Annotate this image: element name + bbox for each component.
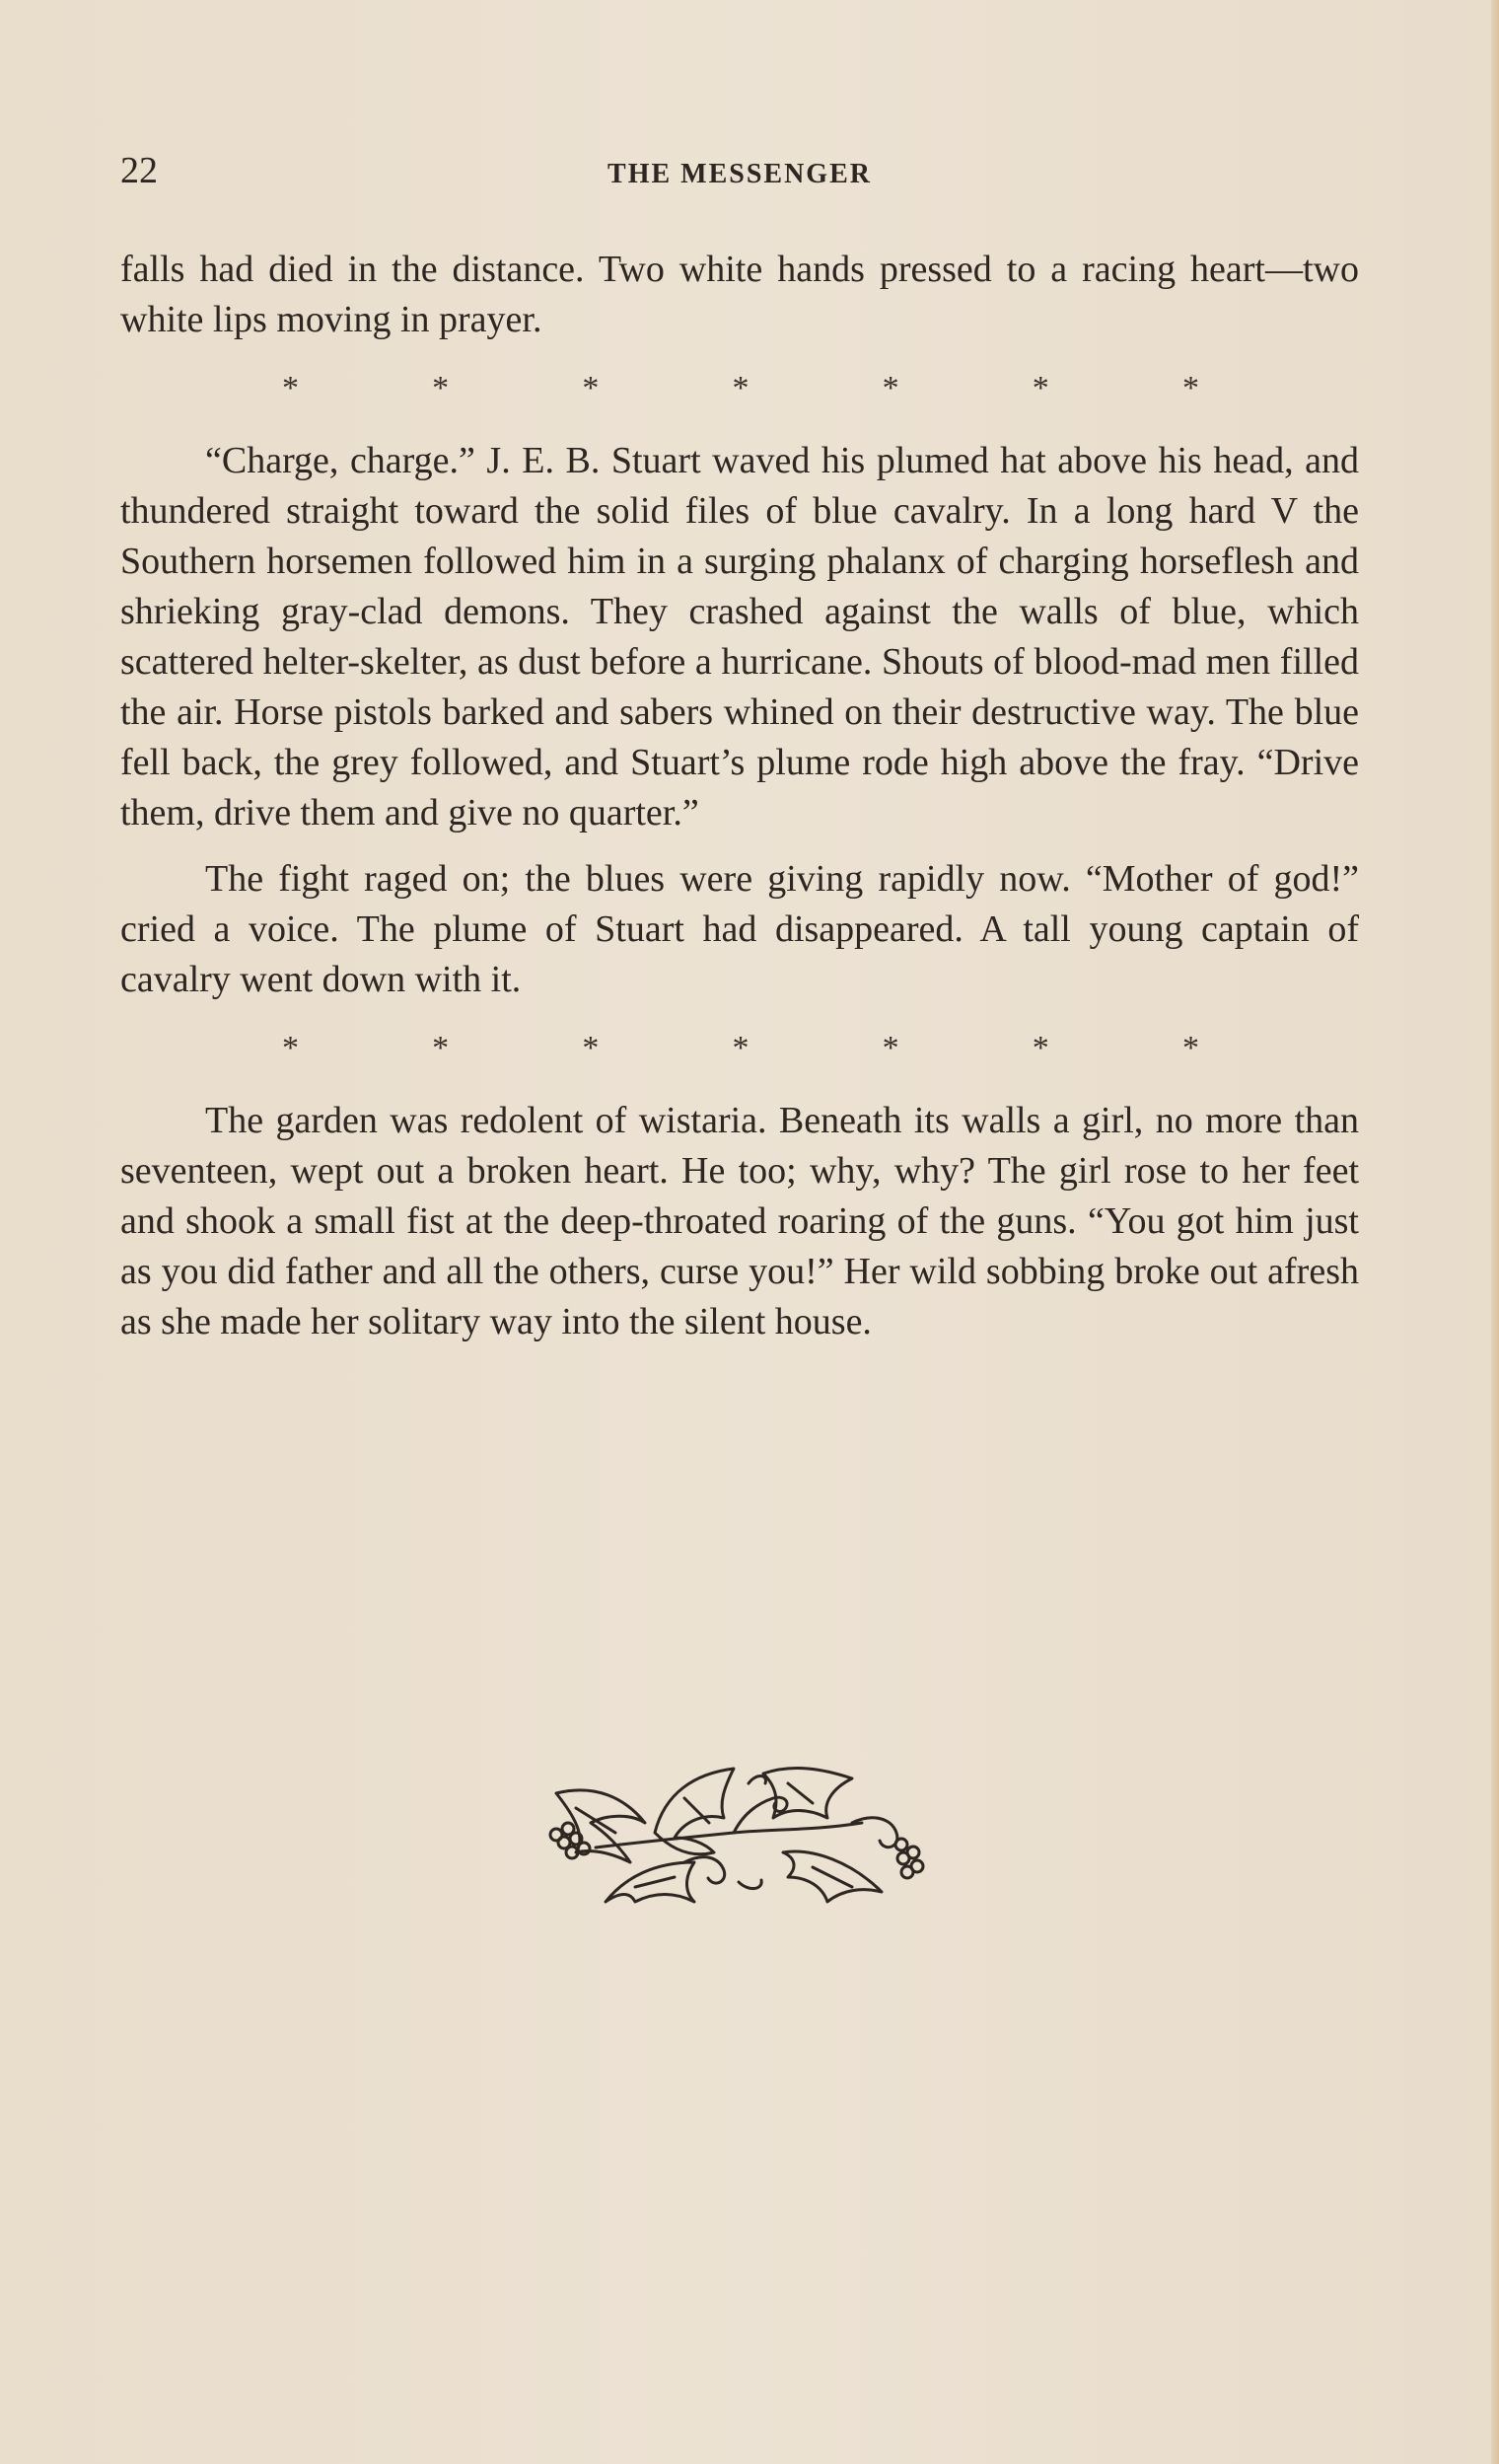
- asterisk: *: [282, 370, 299, 406]
- paragraph-4: The garden was redolent of wistaria. Beneath its walls a girl, no more than seventeen, wept out a broken heart. He too; why, why? The girl rose to her feet and shook a small fist at the deep-throated roaring of the guns. “You got him just as you did father and all the others, curse you!” Her wild sobbing broke out afresh as she made her solitary way into the silent house.: [120, 1100, 1359, 1342]
- asterisk: *: [732, 370, 750, 406]
- page-edge: [1491, 0, 1499, 2464]
- grape-vine-ornament-icon: [536, 1754, 943, 1912]
- paragraph-2: “Charge, charge.” J. E. B. Stuart waved his plumed hat above his head, and thundered straight toward the solid files of blue cavalry. In a long hard V the Southern horsemen followed him in a surging phalanx of charging horseflesh and shrieking gray-clad demons. They crashed against the walls of blue, which scattered helter-skelter, as dust before a hurricane. Shouts of blood-mad men filled the air. Horse pistols barked and sabers whined on their destructive way. The blue fell back, the grey followed, and Stuart’s plume rode high above the fray. “Drive them, drive them and give no quarter.”: [120, 440, 1359, 833]
- asterisk: *: [1181, 1030, 1199, 1066]
- running-head: [120, 146, 1359, 195]
- section-separator-1: [282, 369, 1199, 408]
- paragraph-1: falls had died in the distance. Two white hands pressed to a racing heart—two white lips moving in prayer.: [120, 249, 1359, 340]
- asterisk: *: [582, 1030, 600, 1066]
- page-number: 22: [120, 150, 158, 191]
- asterisk: *: [1032, 1030, 1049, 1066]
- paragraph-3: The fight raged on; the blues were giving rapidly now. “Mother of god!” cried a voice. The plume of Stuart had disappeared. A tall young captain of cavalry went down with it.: [120, 858, 1359, 1000]
- asterisk: *: [432, 370, 450, 406]
- asterisk: *: [432, 1030, 450, 1066]
- asterisk: *: [282, 1030, 299, 1066]
- running-title: THE MESSENGER: [607, 159, 872, 189]
- section-separator-2: [282, 1029, 1199, 1068]
- asterisk: *: [1181, 370, 1199, 406]
- asterisk: *: [1032, 370, 1049, 406]
- asterisk: *: [882, 370, 899, 406]
- asterisk: *: [882, 1030, 899, 1066]
- text-block: [120, 245, 1359, 1347]
- asterisk: *: [582, 370, 600, 406]
- asterisk: *: [732, 1030, 750, 1066]
